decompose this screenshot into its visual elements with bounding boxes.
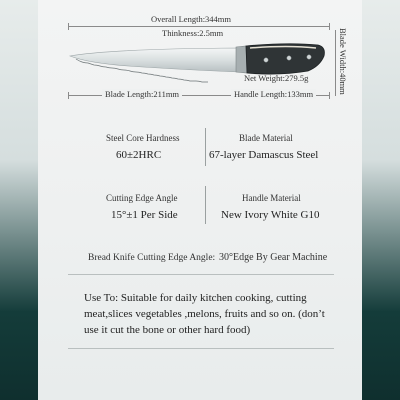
spec-divider-top — [205, 128, 206, 166]
blade-length-tick-left — [68, 92, 69, 99]
spec-value-blade-material: 67-layer Damascus Steel — [209, 149, 319, 161]
left-edge-background — [0, 0, 38, 400]
net-weight-label: Net Weight:279.5g — [244, 73, 309, 83]
handle-length-label: Handle Length:133mm — [231, 89, 316, 99]
spec-panel — [38, 0, 362, 400]
bread-knife-underline — [68, 274, 334, 275]
spec-label-hardness: Steel Core Hardness — [106, 133, 180, 143]
spec-value-hardness: 60±2HRC — [116, 149, 162, 161]
usage-underline — [68, 348, 334, 349]
spec-label-blade-material: Blade Material — [239, 133, 293, 143]
blade-width-line — [335, 30, 336, 96]
blade-width-label: Blade Width:40mm — [338, 28, 348, 95]
blade-length-label: Blade Length:211mm — [102, 89, 182, 99]
overall-length-tick-right — [329, 23, 330, 30]
bread-knife-angle-label: Bread Knife Cutting Edge Angle: — [88, 253, 216, 263]
overall-length-line — [68, 26, 330, 27]
spec-value-edge-angle: 15°±1 Per Side — [111, 209, 178, 221]
bread-knife-angle-value: 30°Edge By Gear Machine — [219, 252, 328, 263]
spec-label-edge-angle: Cutting Edge Angle — [106, 193, 178, 203]
usage-note: Use To: Suitable for daily kitchen cooking, cutting meat,slices vegetables ,melons, fruits and so on. (don’t use it cut the bone or other hard food) — [84, 292, 325, 336]
thickness-label: Thinkness:2.5mm — [162, 28, 224, 38]
right-edge-background — [362, 0, 400, 400]
spec-value-handle-material: New Ivory White G10 — [221, 209, 320, 221]
spec-label-handle-material: Handle Material — [242, 193, 301, 203]
overall-length-label: Overall Length:344mm — [151, 14, 232, 24]
overall-length-tick-left — [68, 23, 69, 30]
handle-length-tick-right — [329, 92, 330, 99]
spec-divider-bottom — [205, 186, 206, 224]
